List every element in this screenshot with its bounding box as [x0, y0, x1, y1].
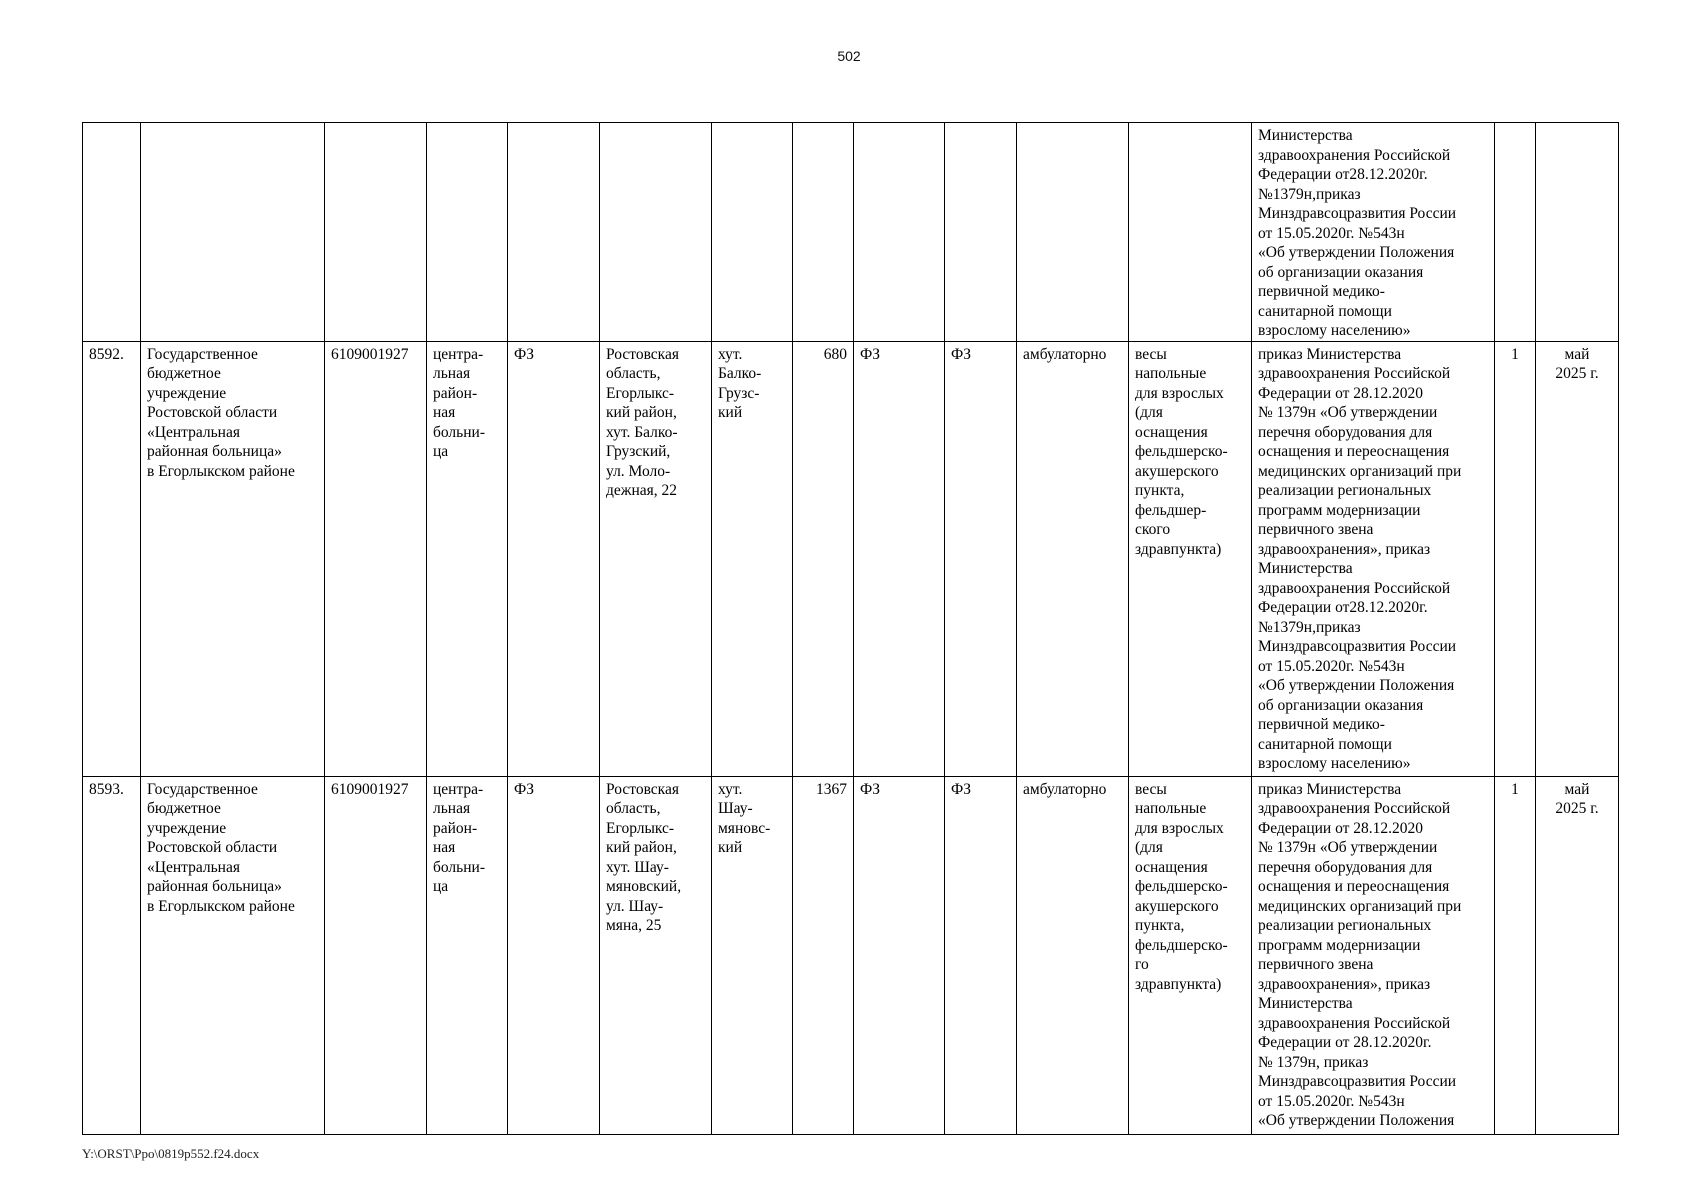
page-number: 502 [837, 48, 861, 64]
inn [325, 123, 427, 342]
address: Ростовская область, Егорлыкс- кий район, хут. Балко- Грузский, ул. Моло- дежная, 22 [600, 341, 712, 776]
inn: 6109001927 [325, 776, 427, 1134]
legal-basis: приказ Министерства здравоохранения Российской Федерации от 28.12.2020 № 1379н «Об утверждении перечня оборудования для оснащения и переоснащения медицинских организаций при реализации региональных программ модернизации первичного звена здравоохранения», приказ Министерства здравоохранения Российской Федерации от28.12.2020г. №1379н,приказ Минздравсоцразвития России от 15.05.2020г. №543н «Об утверждении Положения об организации оказания первичной медико- санитарной помощи взрослому населению» [1252, 341, 1495, 776]
document-table [82, 122, 1619, 1135]
structural-unit: ФЗ [508, 341, 600, 776]
due-date [1536, 123, 1619, 342]
locality: хут. Балко- Грузс- кий [712, 341, 793, 776]
due-date: май 2025 г. [1536, 776, 1619, 1134]
locality: хут. Шау- мяновс- кий [712, 776, 793, 1134]
structural-unit: ФЗ [508, 776, 600, 1134]
population: 1367 [793, 776, 854, 1134]
locality [712, 123, 793, 342]
equipment: весы напольные для взрослых (для оснащения фельдшерско- акушерского пункта, фельдшер- ского здравпункта) [1129, 341, 1252, 776]
column-9 [945, 123, 1017, 342]
organization-name [141, 123, 325, 342]
address: Ростовская область, Егорлыкс- кий район, хут. Шау- мяновский, ул. Шау- мяна, 25 [600, 776, 712, 1134]
table-row [83, 341, 1619, 776]
population [793, 123, 854, 342]
row-number [83, 123, 141, 342]
column-8: ФЗ [854, 776, 945, 1134]
row-number: 8592. [83, 341, 141, 776]
due-date: май 2025 г. [1536, 341, 1619, 776]
column-9: ФЗ [945, 776, 1017, 1134]
column-9: ФЗ [945, 341, 1017, 776]
organization-type [427, 123, 508, 342]
equipment [1129, 123, 1252, 342]
address [600, 123, 712, 342]
legal-basis: Министерства здравоохранения Российской Федерации от28.12.2020г. №1379н,приказ Минздравсоцразвития России от 15.05.2020г. №543н «Об утверждении Положения об организации оказания первичной медико- санитарной помощи взрослому населению» [1252, 123, 1495, 342]
inn: 6109001927 [325, 341, 427, 776]
care-mode [1017, 123, 1129, 342]
table-row [83, 123, 1619, 342]
quantity: 1 [1495, 341, 1536, 776]
row-number: 8593. [83, 776, 141, 1134]
organization-type: центра- льная район- ная больни- ца [427, 776, 508, 1134]
organization-type: центра- льная район- ная больни- ца [427, 341, 508, 776]
organization-name: Государственное бюджетное учреждение Ростовской области «Центральная районная больница» в Егорлыкском районе [141, 776, 325, 1134]
structural-unit [508, 123, 600, 342]
legal-basis: приказ Министерства здравоохранения Российской Федерации от 28.12.2020 № 1379н «Об утверждении перечня оборудования для оснащения и переоснащения медицинских организаций при реализации региональных программ модернизации первичного звена здравоохранения», приказ Министерства здравоохранения Российской Федерации от 28.12.2020г. № 1379н, приказ Минздравсоцразвития России от 15.05.2020г. №543н «Об утверждении Положения [1252, 776, 1495, 1134]
quantity [1495, 123, 1536, 342]
column-8: ФЗ [854, 341, 945, 776]
care-mode: амбулаторно [1017, 341, 1129, 776]
quantity: 1 [1495, 776, 1536, 1134]
footer-file-path: Y:\ORST\Ppo\0819p552.f24.docx [82, 1146, 260, 1161]
table-row [83, 776, 1619, 1134]
organization-name: Государственное бюджетное учреждение Ростовской области «Центральная районная больница» в Егорлыкском районе [141, 341, 325, 776]
population: 680 [793, 341, 854, 776]
column-8 [854, 123, 945, 342]
equipment: весы напольные для взрослых (для оснащения фельдшерско- акушерского пункта, фельдшерско- го здравпункта) [1129, 776, 1252, 1134]
care-mode: амбулаторно [1017, 776, 1129, 1134]
